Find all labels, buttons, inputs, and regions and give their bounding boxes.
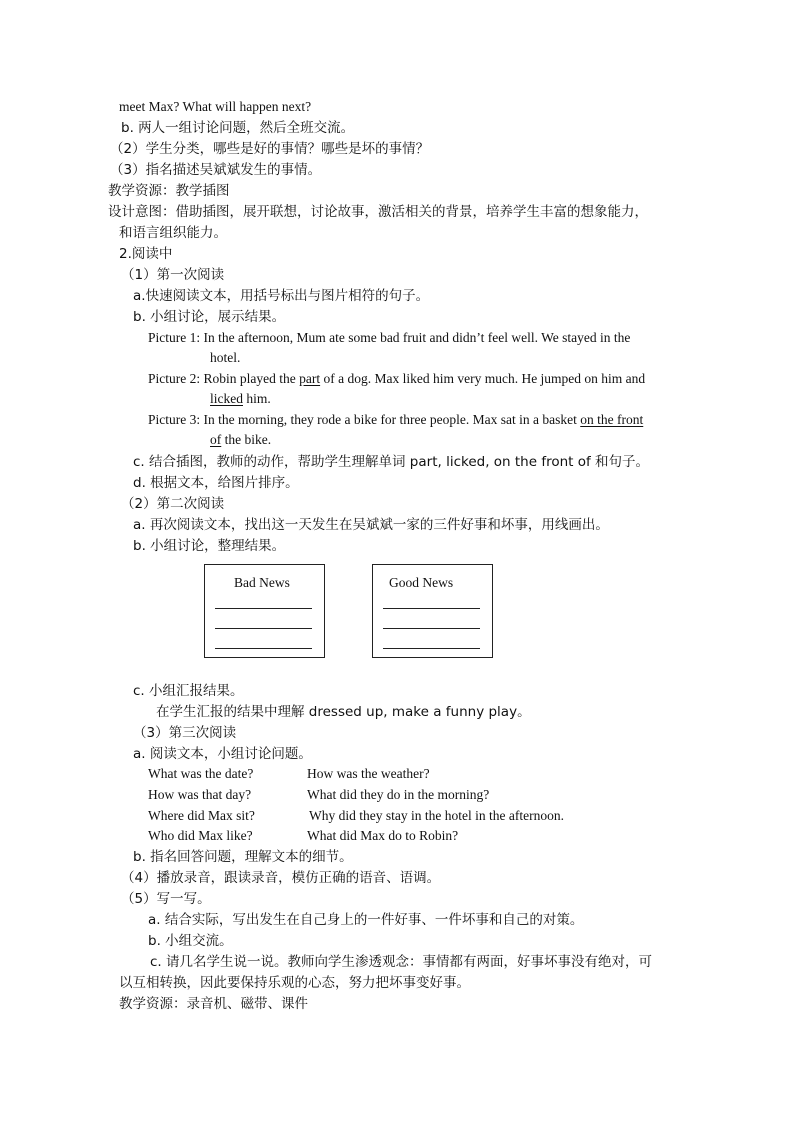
good-news-box — [372, 564, 493, 658]
text-line: d. 根据文本，给图片排序。 — [133, 475, 299, 491]
text-line: a.快速阅读文本，用括号标出与图片相符的句子。 — [133, 288, 430, 304]
question: What did Max do to Robin? — [307, 828, 459, 843]
bad-news-title: Bad News — [234, 575, 290, 590]
question: How was that day? — [148, 787, 252, 802]
design-intent-line: 设计意图：借助插图，展开联想，讨论故事，激活相关的背景，培养学生丰富的想象能力， — [108, 204, 648, 220]
text-line: meet Max? What will happen next? — [119, 99, 312, 114]
question: Who did Max like? — [148, 828, 253, 843]
text-line: 在学生汇报的结果中理解 dressed up, make a funny play。 — [156, 704, 531, 720]
underlined-word: of — [210, 432, 222, 447]
text-line: （2）学生分类，哪些是好的事情？哪些是坏的事情？ — [110, 141, 430, 157]
picture-3-line — [148, 412, 643, 428]
subsection-heading: （2）第二次阅读 — [121, 496, 225, 512]
subsection-heading: （3）第三次阅读 — [133, 725, 237, 741]
text-line: （3）指名描述吴斌斌发生的事情。 — [110, 162, 322, 178]
question: Where did Max sit? — [148, 808, 255, 823]
text-line: c. 结合插图，教师的动作，帮助学生理解单词 part, licked, on the front of 和句子。 — [133, 454, 650, 470]
text-span: the bike. — [221, 432, 272, 447]
text-line: a. 结合实际，写出发生在自己身上的一件好事、一件坏事和自己的对策。 — [148, 912, 584, 928]
underlined-word: part — [299, 371, 321, 386]
text-line: c. 请几名学生说一说。教师向学生渗透观念：事情都有两面，好事坏事没有绝对，可 — [150, 954, 653, 970]
text-line: b. 小组讨论，整理结果。 — [133, 538, 286, 554]
picture-2-line — [210, 391, 271, 407]
text-line: b. 小组交流。 — [148, 933, 233, 949]
question: What was the date? — [148, 766, 254, 781]
design-intent-line: 和语言组织能力。 — [119, 225, 227, 241]
question: Why did they stay in the hotel in the afternoon. — [309, 808, 564, 823]
blank-line — [383, 648, 480, 649]
text-line: b. 指名回答问题，理解文本的细节。 — [133, 849, 353, 865]
blank-line — [383, 608, 480, 609]
question: How was the weather? — [307, 766, 430, 781]
picture-1-line: hotel. — [210, 350, 241, 365]
blank-line — [215, 648, 312, 649]
good-news-title: Good News — [389, 575, 454, 590]
blank-line — [383, 628, 480, 629]
bad-news-box — [204, 564, 325, 658]
subsection-heading: （1）第一次阅读 — [121, 267, 225, 283]
text-line: （5）写一写。 — [121, 891, 211, 907]
text-line: （4）播放录音，跟读录音，模仿正确的语音、语调。 — [121, 870, 441, 886]
blank-line — [215, 628, 312, 629]
question: What did they do in the morning? — [307, 787, 490, 802]
text-span: Picture 2: Robin played the — [148, 371, 300, 386]
text-line: a. 阅读文本，小组讨论问题。 — [133, 746, 312, 762]
resource-line: 教学资源：录音机、磁带、课件 — [119, 996, 308, 1012]
text-line: a. 再次阅读文本，找出这一天发生在吴斌斌一家的三件好事和坏事，用线画出。 — [133, 517, 609, 533]
resource-line: 教学资源：教学插图 — [108, 183, 230, 199]
text-line: b. 两人一组讨论问题，然后全班交流。 — [121, 120, 355, 136]
text-line: 以互相转换，因此要保持乐观的心态，努力把坏事变好事。 — [119, 975, 470, 991]
picture-1-line: Picture 1: In the afternoon, Mum ate some bad fruit and didn’t feel well. We stayed in the — [148, 330, 631, 345]
text-line: c. 小组汇报结果。 — [133, 683, 244, 699]
section-heading: 2.阅读中 — [119, 246, 173, 262]
text-line: b. 小组讨论，展示结果。 — [133, 309, 286, 325]
blank-line — [215, 608, 312, 609]
underlined-phrase: on the front — [580, 412, 644, 427]
text-span: him. — [243, 391, 271, 406]
picture-2-line — [148, 371, 645, 387]
picture-3-line — [210, 432, 271, 448]
text-span: of a dog. Max liked him very much. He jumped on him and — [320, 371, 646, 386]
underlined-word: licked — [210, 391, 243, 406]
text-span: Picture 3: In the morning, they rode a bike for three people. Max sat in a basket — [148, 412, 581, 427]
